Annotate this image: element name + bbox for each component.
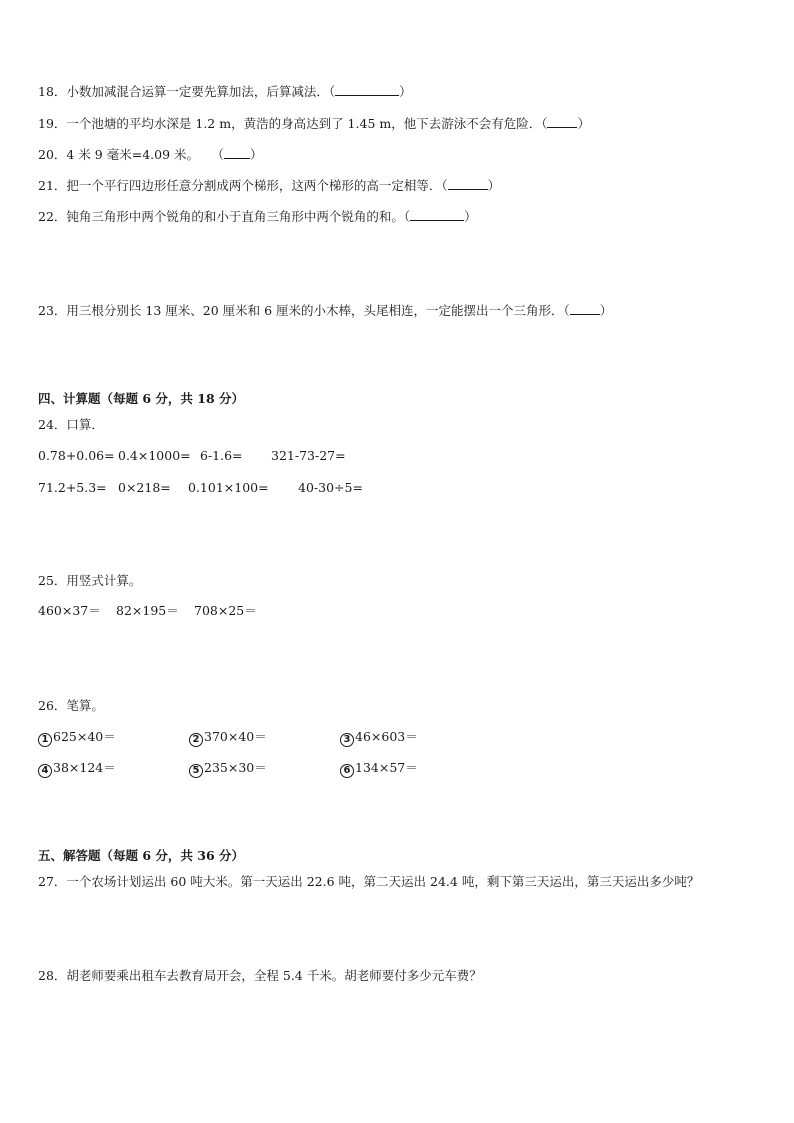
oral-calc-item: 0.4×1000= xyxy=(118,448,191,463)
written-calc-item xyxy=(340,729,418,747)
question-text: 4 米 9 毫米=4.09 米。 （ xyxy=(66,147,225,162)
answer-blank[interactable] xyxy=(448,178,488,190)
question-text: 用三根分别长 13 厘米、20 厘米和 6 厘米的小木棒，头尾相连，一定能摆出一个三角形．（ xyxy=(66,303,570,318)
written-calc-item xyxy=(189,760,267,778)
question-number: 18． xyxy=(38,84,67,99)
circled-number-4: 4 xyxy=(38,764,52,778)
question-number: 21． xyxy=(38,178,67,193)
written-calc-item xyxy=(38,729,116,747)
question-27: 27．一个农场计划运出 60 吨大米。第一天运出 22.6 吨，第二天运出 24.4 吨，剩下第三天运出，第三天运出多少吨？ xyxy=(38,874,700,889)
question-23 xyxy=(38,303,612,319)
question-25-title: 25．用竖式计算。 xyxy=(38,573,142,588)
answer-blank[interactable] xyxy=(335,84,399,96)
circled-number-2: 2 xyxy=(189,733,203,747)
answer-blank[interactable] xyxy=(410,209,464,221)
close-paren: ） xyxy=(399,84,412,99)
question-20 xyxy=(38,147,263,163)
oral-calc-item: 40-30÷5= xyxy=(298,480,363,495)
oral-calc-item: 0.78+0.06= xyxy=(38,448,115,463)
circled-number-1: 1 xyxy=(38,733,52,747)
question-22 xyxy=(38,209,477,225)
question-26-title: 26．笔算。 xyxy=(38,698,104,713)
vertical-calc-item: 82×195＝ xyxy=(116,603,179,618)
calc-expression: 134×57＝ xyxy=(355,760,418,775)
close-paren: ） xyxy=(250,147,263,162)
section-4-title: 四、计算题（每题 6 分，共 18 分） xyxy=(38,391,245,406)
calc-expression: 46×603＝ xyxy=(355,729,418,744)
question-number: 19． xyxy=(38,116,67,131)
section-5-title: 五、解答题（每题 6 分，共 36 分） xyxy=(38,848,245,863)
written-calc-item xyxy=(189,729,267,747)
oral-calc-item: 6-1.6= xyxy=(200,448,243,463)
answer-blank[interactable] xyxy=(224,147,250,159)
written-calc-item xyxy=(38,760,116,778)
oral-calc-item: 0.101×100= xyxy=(188,480,269,495)
answer-blank[interactable] xyxy=(547,116,577,128)
question-number: 22． xyxy=(38,209,67,224)
vertical-calc-item: 460×37＝ xyxy=(38,603,101,618)
calc-expression: 235×30＝ xyxy=(204,760,267,775)
oral-calc-item: 71.2+5.3= xyxy=(38,480,107,495)
calc-expression: 370×40＝ xyxy=(204,729,267,744)
question-text: 钝角三角形中两个锐角的和小于直角三角形中两个锐角的和。（ xyxy=(66,209,411,224)
question-24-title: 24．口算． xyxy=(38,417,104,432)
question-19 xyxy=(38,116,590,132)
calc-expression: 38×124＝ xyxy=(53,760,116,775)
question-text: 小数加减混合运算一定要先算加法，后算减法．（ xyxy=(66,84,336,99)
question-21 xyxy=(38,178,500,194)
close-paren: ） xyxy=(599,303,613,318)
close-paren: ） xyxy=(487,178,501,193)
question-text: 把一个平行四边形任意分割成两个梯形，这两个梯形的高一定相等．（ xyxy=(66,178,448,193)
close-paren: ） xyxy=(577,116,590,131)
vertical-calc-item: 708×25＝ xyxy=(194,603,257,618)
written-calc-item xyxy=(340,760,418,778)
question-number: 20． xyxy=(38,147,67,162)
circled-number-5: 5 xyxy=(189,764,203,778)
answer-blank[interactable] xyxy=(570,303,600,315)
question-18 xyxy=(38,84,412,100)
question-text: 一个池塘的平均水深是 1.2 m，黄浩的身高达到了 1.45 m，他下去游泳不会有危险．（ xyxy=(66,116,548,131)
oral-calc-item: 321-73-27= xyxy=(271,448,346,463)
question-number: 23． xyxy=(38,303,67,318)
question-28: 28．胡老师要乘出租车去教育局开会，全程 5.4 千米。胡老师要付多少元车费？ xyxy=(38,968,482,983)
close-paren: ） xyxy=(464,209,477,224)
oral-calc-item: 0×218= xyxy=(118,480,171,495)
circled-number-3: 3 xyxy=(340,733,354,747)
calc-expression: 625×40＝ xyxy=(53,729,116,744)
circled-number-6: 6 xyxy=(340,764,354,778)
